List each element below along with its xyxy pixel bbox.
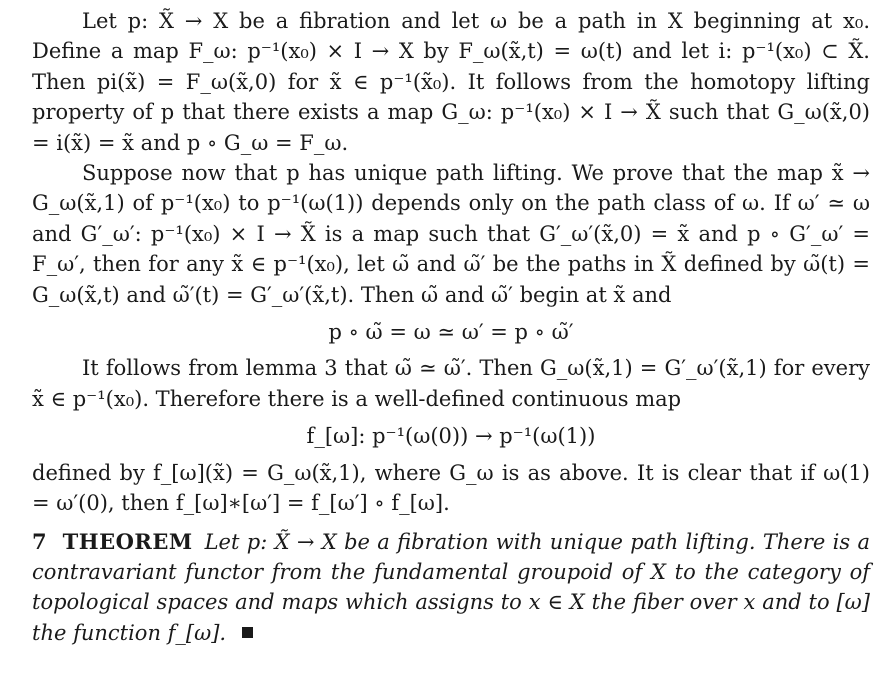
display-equation-homotopy: p ∘ ω̃ = ω ≃ ω′ = p ∘ ω̃′	[328, 320, 574, 345]
paragraph-fibration-definition: Let p: X̃ → X be a fibration and let ω be a path in X beginning at x₀. Define a map F_ω: p⁻¹(x₀) × I → X by F_ω(x̃,t) = ω(t) and let i: p⁻¹(x₀) ⊂ X̃. Then pi(x̃) = F_ω(x̃,0) for x̃ ∈ p⁻¹(x̃₀). It follows from the homotopy lifting property of p that there exists a map G_ω: p⁻¹(x₀) × I → X̃ such that G_ω(x̃,0) = i(x̃) = x̃ and p ∘ G_ω = F_ω.	[32, 9, 870, 155]
paragraph-map-definition: defined by f_[ω](x̃) = G_ω(x̃,1), where G_ω is as above. It is clear that if ω(1) = ω′(0), then f_[ω]∗[ω′] = f_[ω′] ∘ f_[ω].	[32, 460, 870, 516]
end-of-proof-square-icon	[242, 627, 253, 638]
paragraph-unique-path-lifting: Suppose now that p has unique path lifting. We prove that the map x̃ → G_ω(x̃,1) of p⁻¹(x₀) to p⁻¹(ω(1)) depends only on the path class of ω. If ω′ ≃ ω and G′_ω′: p⁻¹(x₀) × I → X̃ is a map such that G′_ω′(x̃,0) = x̃ and p ∘ G′_ω′ = F_ω′, then for any x̃ ∈ p⁻¹(x₀), let ω̃ and ω̃′ be the paths in X̃ defined by ω̃(t) = G_ω(x̃,t) and ω̃′(t) = G′_ω′(x̃,t). Then ω̃ and ω̃′ begin at x̃ and	[32, 161, 870, 307]
theorem-number: 7	[32, 528, 47, 554]
theorem-statement: Let p: X̃ → X be a fibration with unique path lifting. There is a contravariant functor from the fundamental groupoid of X to the category of topological spaces and maps which assigns to x ∈ X the fiber over x and to [ω] the function f_[ω].	[32, 529, 870, 645]
display-equation-fiber-map: f_[ω]: p⁻¹(ω(0)) → p⁻¹(ω(1))	[306, 424, 596, 449]
theorem-block	[32, 527, 870, 649]
theorem-heading: THEOREM	[62, 528, 193, 554]
paragraph-lemma-consequence: It follows from lemma 3 that ω̃ ≃ ω̃′. Then G_ω(x̃,1) = G′_ω′(x̃,1) for every x̃ ∈ p⁻¹(x₀). Therefore there is a well-defined continuous map	[32, 356, 870, 411]
